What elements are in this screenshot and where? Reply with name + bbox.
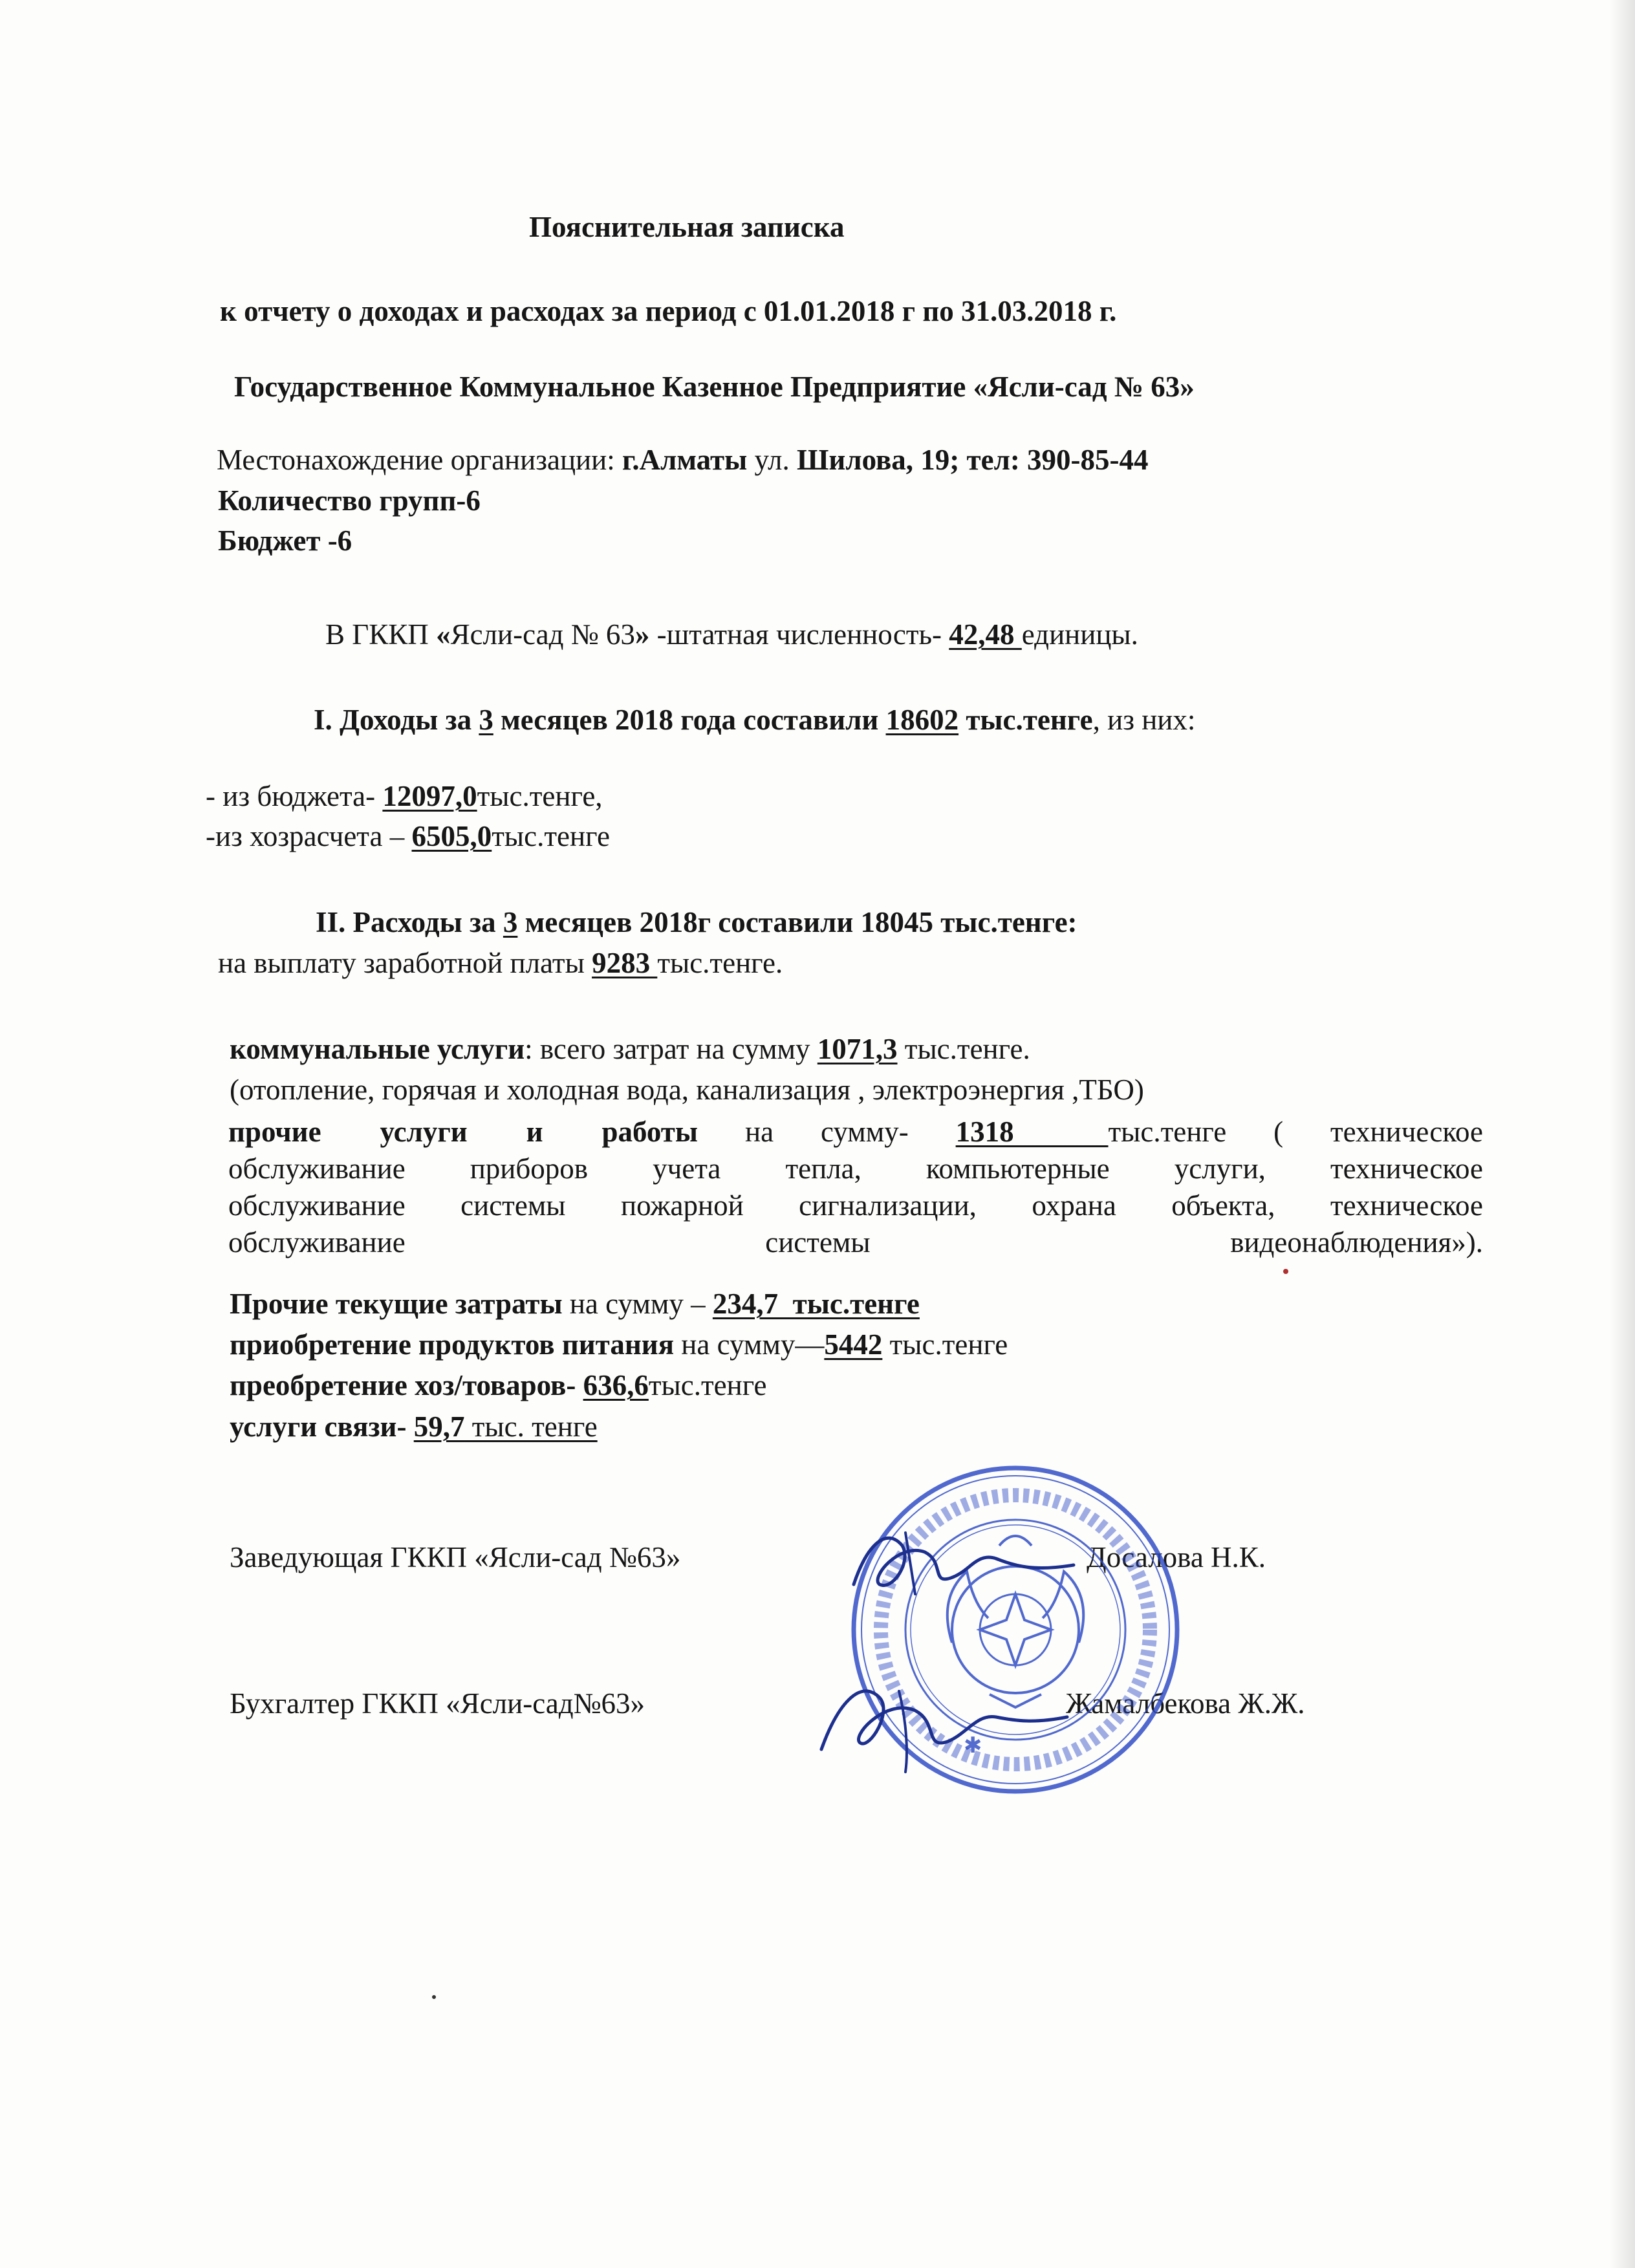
location-street: Шилова, 19; тел: 390-85-44 (796, 444, 1149, 476)
current-costs-label: Прочие текущие затраты (230, 1288, 563, 1320)
food-line (230, 1326, 1008, 1363)
goods-value: 636,6 (583, 1369, 649, 1401)
income-unit: тыс.тенге (958, 704, 1093, 736)
staff-org: Ясли-сад № 63 (450, 618, 635, 651)
salary-value: 9283 (592, 947, 658, 979)
budget-count: Бюджет -6 (218, 524, 352, 557)
income-months: 3 (479, 704, 493, 736)
staff-quote-close: » (634, 618, 650, 651)
other-services-label: прочие услуги и работы (228, 1116, 698, 1148)
utilities-unit: тыс.тенге. (897, 1033, 1030, 1065)
accountant-title: Бухгалтер ГККП «Ясли-сад№63» (230, 1687, 645, 1720)
expenses-heading (316, 904, 1077, 940)
scan-speck (1283, 1269, 1288, 1274)
income-text-a: I. Доходы за (314, 704, 479, 736)
food-mid: на сумму— (674, 1328, 825, 1361)
current-costs-line (230, 1286, 920, 1322)
communication-line (230, 1409, 598, 1445)
other-services-tail: тыс.тенге ( техническое (1108, 1116, 1484, 1148)
income-budget-line (206, 778, 603, 814)
scan-speck (432, 1995, 436, 1999)
other-services-mid: на сумму- (698, 1116, 956, 1148)
other-services-value: 1318 (955, 1116, 1109, 1148)
expenses-text-b: месяцев 2018г составили 18045 тыс.тенге: (517, 906, 1077, 938)
income-text-b: месяцев 2018 года составили (493, 704, 886, 736)
location-city: г.Алматы (622, 444, 748, 476)
income-budget-label: - из бюджета- (206, 780, 383, 812)
utilities-mid: : всего затрат на сумму (525, 1033, 817, 1065)
income-heading (314, 702, 1195, 738)
groups-count: Количество групп-6 (218, 484, 481, 517)
communication-unit: тыс. тенге (464, 1410, 598, 1443)
communication-label: услуги связи- (230, 1410, 414, 1443)
income-self-line (206, 818, 610, 854)
salary-line (218, 945, 783, 981)
utilities-label: коммунальные услуги (230, 1033, 525, 1065)
other-services-row-4: обслуживание системы видеонаблюдения»). (228, 1226, 1483, 1258)
expenses-months: 3 (503, 906, 518, 938)
svg-text:✱: ✱ (964, 1733, 982, 1758)
goods-line (230, 1367, 767, 1403)
salary-unit: тыс.тенге. (657, 947, 783, 979)
head-title: Заведующая ГККП «Ясли-сад №63» (230, 1541, 681, 1573)
staff-quote-open: « (436, 618, 451, 651)
communication-value: 59,7 (413, 1410, 465, 1443)
document-subtitle: к отчету о доходах и расходах за период с 01.01.2018 г по 31.03.2018 г. (220, 295, 1117, 327)
staff-suffix: единицы. (1021, 618, 1138, 651)
head-signature (841, 1507, 1099, 1617)
expenses-text-a: II. Расходы за (316, 906, 503, 938)
staff-prefix: В ГККП (325, 618, 437, 651)
accountant-name: Жамалбекова Ж.Ж. (1066, 1687, 1305, 1720)
salary-label: на выплату заработной платы (218, 947, 592, 979)
other-services-row-3: обслуживание системы пожарной сигнализации, охрана объекта, техническое (228, 1189, 1483, 1222)
other-services-paragraph (228, 1114, 1483, 1261)
current-costs-mid: на сумму – (562, 1288, 713, 1320)
utilities-detail: (отопление, горячая и холодная вода, канализация , электроэнергия ,ТБО) (230, 1074, 1144, 1106)
goods-unit: тыс.тенге (648, 1369, 767, 1401)
organization-name: Государственное Коммунальное Казенное Предприятие «Ясли-сад № 63» (234, 371, 1195, 403)
food-unit: тыс.тенге (882, 1328, 1008, 1361)
accountant-signature (802, 1652, 1080, 1782)
other-services-row-2: обслуживание приборов учета тепла, компьютерные услуги, техническое (228, 1152, 1483, 1185)
goods-label: преобретение хоз/товаров- (230, 1369, 583, 1401)
income-tail: , из них: (1092, 704, 1196, 736)
utilities-line (230, 1031, 1030, 1067)
staff-middle: -штатная численность- (649, 618, 949, 651)
income-total: 18602 (885, 704, 959, 736)
location-label: Местонахождение организации: (217, 444, 622, 476)
income-budget-value: 12097,0 (382, 780, 477, 812)
income-budget-unit: тыс.тенге, (477, 780, 603, 812)
food-label: приобретение продуктов питания (230, 1328, 675, 1361)
staff-line (325, 616, 1138, 653)
document-title: Пояснительная записка (529, 211, 845, 243)
income-self-value: 6505,0 (411, 820, 492, 852)
staff-value: 42,48 (949, 618, 1022, 651)
scan-edge-shadow (1609, 0, 1635, 2268)
utilities-value: 1071,3 (817, 1033, 898, 1065)
income-self-unit: тыс.тенге (492, 820, 610, 852)
other-services-row-1 (228, 1114, 1483, 1150)
income-self-label: -из хозрасчета – (206, 820, 412, 852)
location-street-prefix: ул. (747, 444, 797, 476)
location-line (217, 442, 1149, 478)
current-costs-value: 234,7 тыс.тенге (712, 1288, 920, 1320)
head-name: Досалова Н.К. (1087, 1541, 1266, 1573)
food-value: 5442 (824, 1328, 883, 1361)
